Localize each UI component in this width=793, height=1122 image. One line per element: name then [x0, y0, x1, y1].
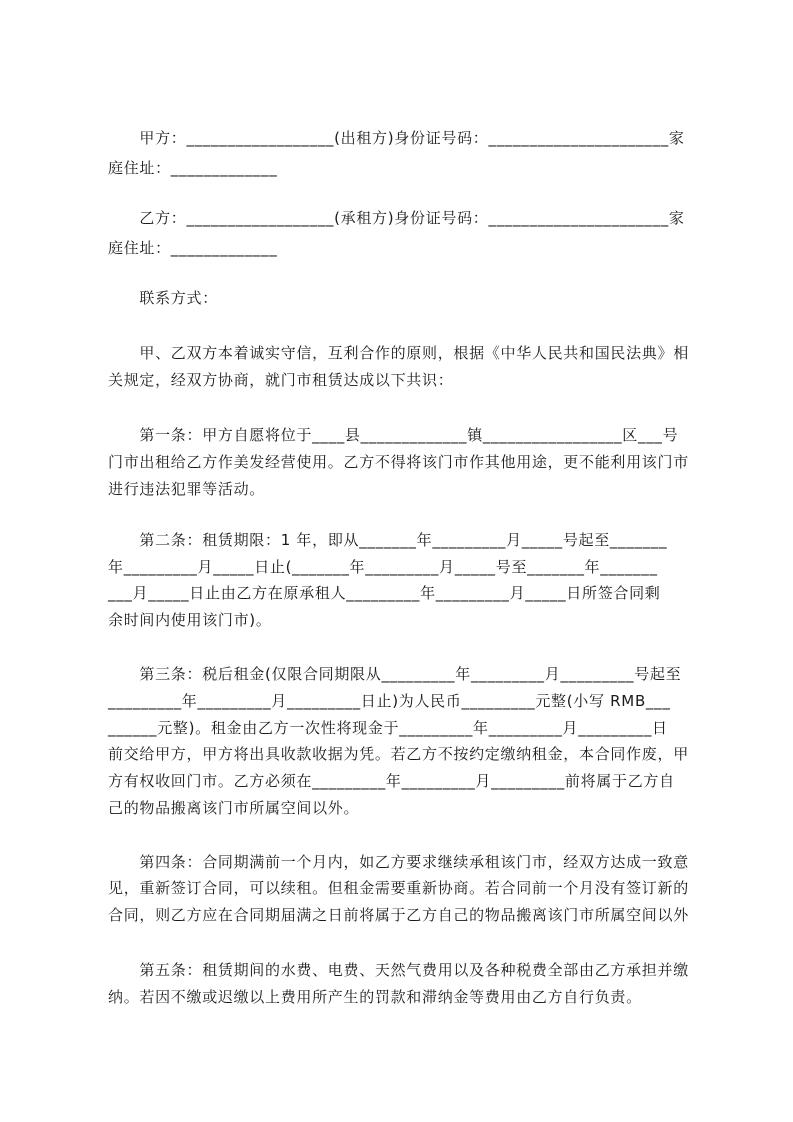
article-2-line-2: 年_________月_____日止(_______年_________月_____号至_______年_______	[108, 558, 658, 576]
article-2-line-4: 余时间内使用该门市)。	[108, 611, 272, 629]
party-b-line: 乙方：__________________(承租方)身份证号码：______________________家	[108, 209, 685, 227]
party-b-address-line: 庭住址：_____________	[108, 239, 278, 257]
contact-line: 联系方式：	[108, 289, 218, 307]
article-3-line-4: 前交给甲方，甲方将出具收款收据为凭。若乙方不按约定缴纳租金，本合同作废，甲	[108, 745, 689, 763]
party-a-address-line: 庭住址：_____________	[108, 159, 278, 177]
article-3-line-6: 己的物品搬离该门市所属空间以外。	[108, 799, 360, 817]
article-3-line-3: ______元整)。租金由乙方一次性将现金于_________年_________月_________日	[108, 719, 668, 737]
article-3-line-1: 第三条：税后租金(仅限合同期限从_________年_________月_________号起至	[108, 665, 682, 683]
article-4-line-2: 见，重新签订合同，可以续租。但租金需要重新协商。若合同前一个月没有签订新的	[108, 879, 689, 897]
article-3-line-5: 方有权收回门市。乙方必须在_________年_________月_________前将属于乙方自	[108, 772, 675, 790]
article-4-line-1: 第四条：合同期满前一个月内，如乙方要求继续承租该门市，经双方达成一致意	[108, 853, 689, 871]
article-4-line-3: 合同，则乙方应在合同期届满之日前将属于乙方自己的物品搬离该门市所属空间以外	[108, 906, 689, 924]
party-a-line: 甲方：__________________(出租方)身份证号码：______________________家	[108, 129, 685, 147]
article-1-line-3: 进行违法犯罪等活动。	[108, 480, 266, 498]
article-2-line-3: ___月_____日止由乙方在原承租人_________年_________月_____日所签合同剩	[108, 584, 661, 602]
article-2-line-1: 第二条：租赁期限：1 年，即从_______年_________月_____号起至_______	[108, 531, 668, 549]
preamble-line-2: 关规定，经双方协商，就门市租赁达成以下共识：	[108, 371, 454, 389]
article-1-line-1: 第一条：甲方自愿将位于____县_____________镇_________________区___号	[108, 426, 679, 444]
article-5-line-1: 第五条：租赁期间的水费、电费、天然气费用以及各种税费全部由乙方承担并缴	[108, 961, 689, 979]
article-5-line-2: 纳。若因不缴或迟缴以上费用所产生的罚款和滞纳金等费用由乙方自行负责。	[108, 988, 642, 1006]
preamble-line-1: 甲、乙双方本着诚实守信，互利合作的原则，根据《中华人民共和国民法典》相	[108, 344, 689, 362]
article-3-line-2: _________年_________月_________日止)为人民币_________元整(小写 RMB___	[108, 692, 671, 710]
article-1-line-2: 门市出租给乙方作美发经营使用。乙方不得将该门市作其他用途，更不能利用该门市	[108, 453, 689, 471]
